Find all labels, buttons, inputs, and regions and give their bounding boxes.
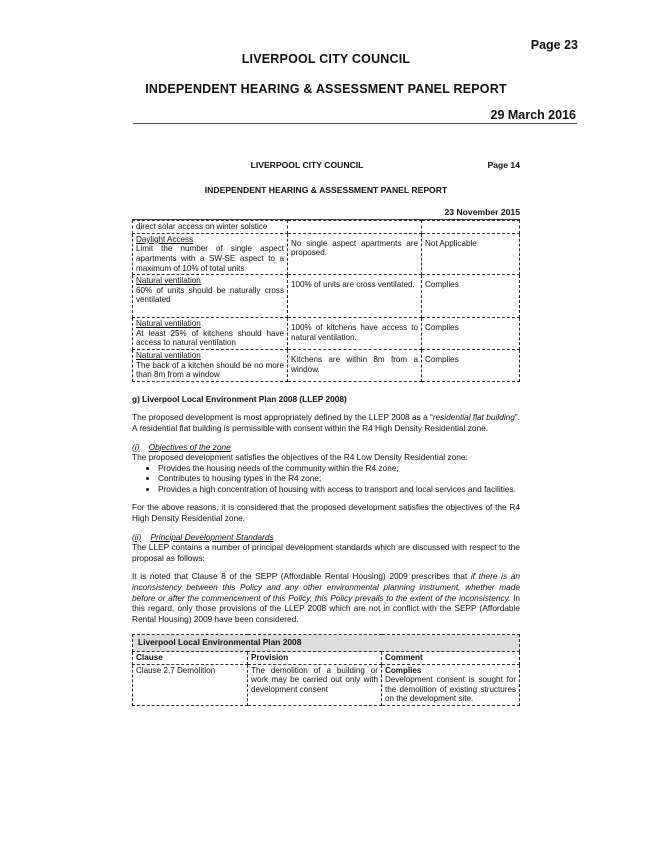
sub-heading-label: (ii) [132,531,142,542]
table-row [133,664,520,705]
provision-text: 100% of units are cross ventilated. [291,280,415,290]
column-header: Clause [133,652,248,665]
list-item: • Provides a high concentration of housing with access to transport and local services and facilities. [158,484,520,495]
intro-text: The proposed development is most appropriately defined by the LLEP 2008 as a “ [132,412,433,423]
sub-heading-objectives [132,442,520,453]
comment-cell [382,664,520,705]
column-header: Comment [382,652,520,665]
table-row [133,275,520,318]
council-name: LIVERPOOL CITY COUNCIL [241,52,411,66]
control-text: 60% of units should be naturally cross ventilated [136,285,284,305]
column-header: Provision [248,652,382,665]
clause8-quote: if there is an inconsistency between this Policy and any other environmental planning instrument, whether made before or after the commencement of this Policy, this Policy prevails to the extent of the inconsistency. [132,571,520,603]
header-divider [133,123,577,124]
sub-heading-label: (i) [132,441,140,452]
table-row [133,349,520,381]
clause-cell: Clause 2.7 Demolition [133,664,248,705]
control-title: Natural ventilation [136,276,201,286]
table-title: Liverpool Local Environmental Plan 2008 [133,635,520,652]
table-row [133,233,520,274]
comment-text: Not Applicable [425,238,477,248]
inner-report-title: INDEPENDENT HEARING & ASSESSMENT PANEL REPORT [204,185,448,195]
table-header-row [133,652,520,665]
control-text: Limit the number of single aspect apartments with a SW-SE aspect to a maximum of 10% of total units [136,244,284,273]
inner-page-number: Page 14 [487,160,520,170]
control-cell [133,318,288,350]
comment-title: Complies [385,665,422,675]
control-cell [133,275,288,318]
provision-cell [288,349,422,381]
embedded-page [132,160,520,706]
inner-report-date: 23 November 2015 [444,206,520,217]
comment-text: Complies [425,354,459,364]
provision-text: Kitchens are within 8m from a window. [291,354,418,374]
control-text: The back of a kitchen should be no more than 8m from a window [136,360,284,380]
control-title: Natural ventilation [136,350,201,360]
provision-cell [288,318,422,350]
intro-paragraph [132,412,520,433]
provision-text: No single aspect apartments are proposed. [291,238,418,258]
section-heading: g) Liverpool Local Environment Plan 2008 (LLEP 2008) [132,393,347,404]
control-text: At least 25% of kitchens should have access to natural ventilation [136,328,284,348]
compliance-table [132,220,520,382]
standards-intro: The LLEP contains a number of principal development standards which are discussed with respect to the proposal as follows: [132,542,520,563]
comment-cell [422,349,520,381]
comment-cell [422,221,520,234]
control-cell [133,349,288,381]
comment-cell [422,318,520,350]
objectives-list [132,463,520,495]
control-title: Natural ventilation [136,319,201,329]
inner-council-name: LIVERPOOL CITY COUNCIL [250,160,364,170]
clause8-text-end: In this regard, only those provisions of the LLEP 2008 which are not in conflict with the SEPP (Affordable Rental Housing) 2009 have been considered. [132,592,520,624]
table-title-row [133,635,520,652]
table-row [133,221,520,234]
comment-text: Complies [425,323,459,333]
provision-cell [288,233,422,274]
intro-term: residential flat building [432,412,515,423]
sub-heading-standards [132,532,520,543]
provision-cell [288,275,422,318]
control-cell [133,221,288,234]
inner-header [132,160,520,172]
control-title: Daylight Access [136,234,194,244]
sub-heading-title: Principal Development Standards [150,531,274,542]
objectives-conclusion: For the above reasons, it is considered that the proposed development satisfies the objectives of the R4 High Density Residential zone. [132,502,520,524]
report-title: INDEPENDENT HEARING & ASSESSMENT PANEL REPORT [145,82,507,96]
provision-text: 100% of kitchens have access to natural ventilation. [291,323,418,342]
list-item: • Contributes to housing types in the R4 zone; [158,473,520,484]
clause8-text: It is noted that Clause 8 of the SEPP (Affordable Rental Housing) 2009 prescribes that [132,571,471,582]
llep-table [132,634,520,706]
comment-cell [422,233,520,274]
objectives-intro: The proposed development satisfies the objectives of the R4 Low Density Residential zone: [132,452,468,463]
intro-text-end: ”. A residential flat building is permissible with consent within the R4 High Density Residential zone. [132,412,520,433]
provision-cell: The demolition of a building or work may be carried out only with development consent [248,664,382,705]
comment-text: Complies [425,280,459,290]
comment-cell [422,275,520,318]
sub-heading-title: Objectives of the zone [148,441,231,452]
comment-text: Development consent is sought for the demolition of existing structures on the development site. [385,675,516,704]
provision-cell [288,221,422,234]
control-cell [133,233,288,274]
table-row [133,318,520,350]
control-text: direct solar access on winter solstice [136,222,268,232]
clause8-paragraph [132,571,520,624]
page-number: Page 23 [530,38,578,52]
list-item: • Provides the housing needs of the community within the R4 zone; [158,463,520,474]
report-date: 29 March 2016 [490,108,576,122]
